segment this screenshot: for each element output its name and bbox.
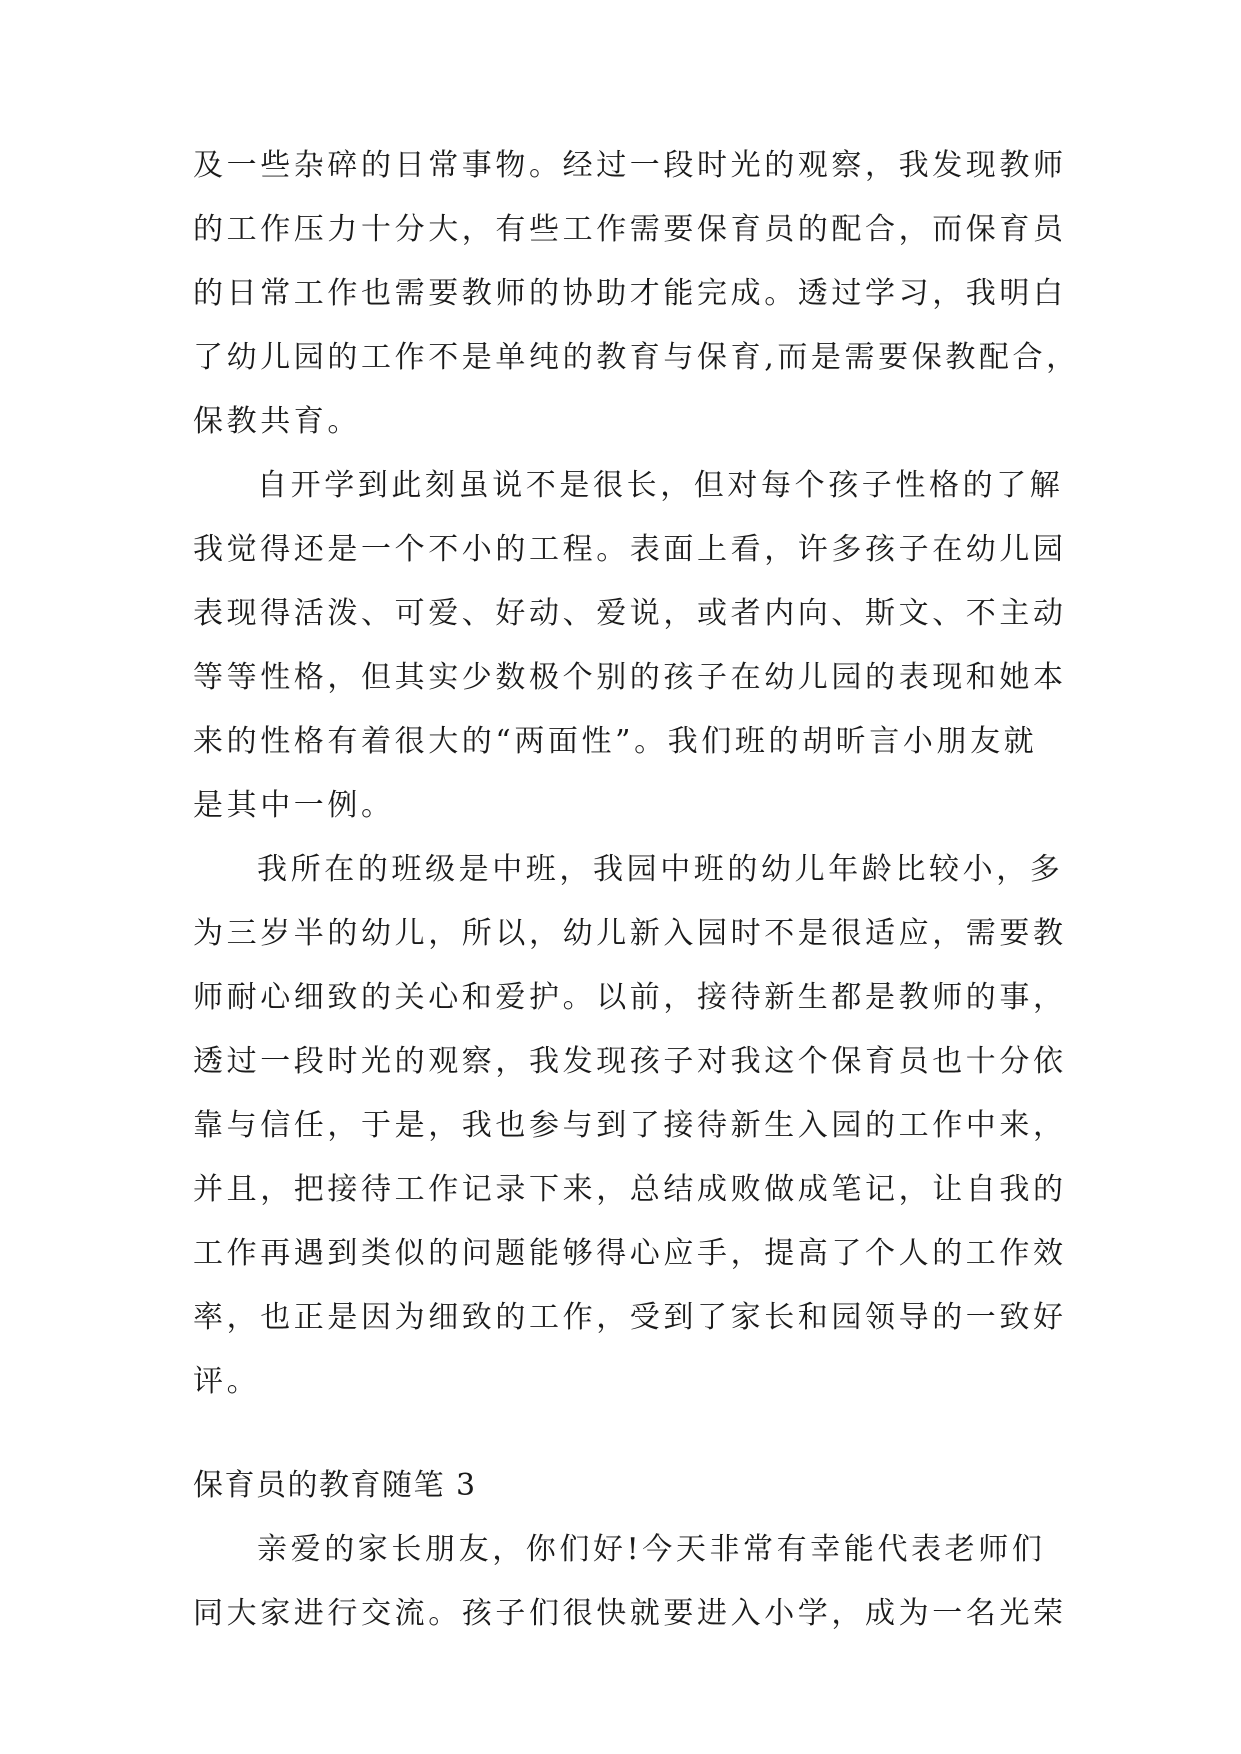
paragraph-3-line-6: 并且，把接待工作记录下来，总结成败做成笔记，让自我的: [193, 1172, 1067, 1207]
paragraph-3-line-7: 工作再遇到类似的问题能够得心应手，提高了个人的工作效: [193, 1236, 1067, 1271]
paragraph-3-line-5: 靠与信任，于是，我也参与到了接待新生入园的工作中来，: [193, 1108, 1067, 1143]
paragraph-3-line-3: 师耐心细致的关心和爱护。以前，接待新生都是教师的事，: [193, 980, 1067, 1015]
paragraph-3-line-9: 评。: [193, 1364, 261, 1399]
paragraph-2-line-2: 我觉得还是一个不小的工程。表面上看，许多孩子在幼儿园: [193, 532, 1067, 567]
paragraph-1-line-1: 及一些杂碎的日常事物。经过一段时光的观察，我发现教师: [193, 148, 1067, 183]
paragraph-2-line-6: 是其中一例。: [193, 788, 395, 823]
paragraph-3-line-2: 为三岁半的幼儿，所以，幼儿新入园时不是很适应，需要教: [193, 916, 1067, 951]
paragraph-3-line-1: 我所在的班级是中班，我园中班的幼儿年龄比较小，多: [257, 852, 1064, 887]
paragraph-1-line-3: 的日常工作也需要教师的协助才能完成。透过学习，我明白: [193, 276, 1067, 311]
paragraph-1-line-2: 的工作压力十分大，有些工作需要保育员的配合，而保育员: [193, 212, 1067, 247]
paragraph-2-line-1: 自开学到此刻虽说不是很长，但对每个孩子性格的了解: [257, 468, 1064, 503]
paragraph-4-line-1: 亲爱的家长朋友，你们好!今天非常有幸能代表老师们: [257, 1532, 1046, 1567]
paragraph-2-line-5: 来的性格有着很大的“两面性”。我们班的胡昕言小朋友就: [193, 724, 1038, 759]
section-heading: 保育员的教育随笔 3: [193, 1468, 477, 1503]
paragraph-1-line-5: 保教共育。: [193, 404, 361, 439]
paragraph-2-line-4: 等等性格，但其实少数极个别的孩子在幼儿园的表现和她本: [193, 660, 1067, 695]
paragraph-4-line-2: 同大家进行交流。孩子们很快就要进入小学，成为一名光荣: [193, 1596, 1067, 1631]
paragraph-3-line-8: 率，也正是因为细致的工作，受到了家长和园领导的一致好: [193, 1300, 1067, 1335]
paragraph-3-line-4: 透过一段时光的观察，我发现孩子对我这个保育员也十分依: [193, 1044, 1067, 1079]
paragraph-2-line-3: 表现得活泼、可爱、好动、爱说，或者内向、斯文、不主动: [193, 596, 1067, 631]
paragraph-1-line-4: 了幼儿园的工作不是单纯的教育与保育,而是需要保教配合，: [193, 340, 1080, 375]
